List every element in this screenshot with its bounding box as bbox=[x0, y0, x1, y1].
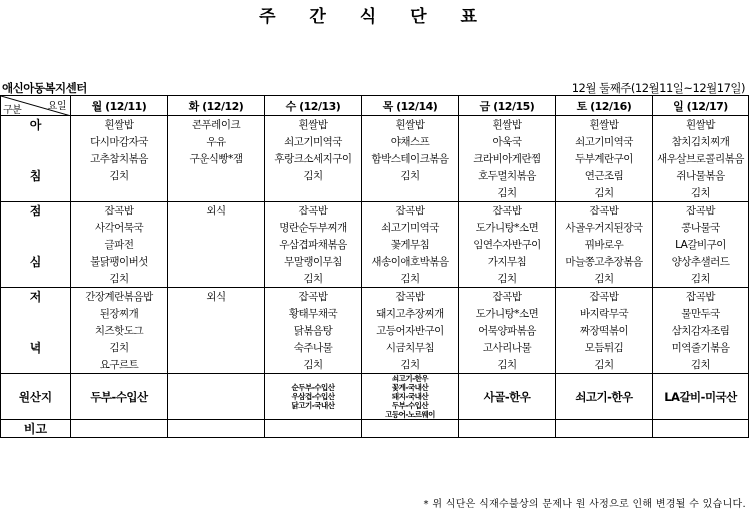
menu-item: 연근조림 bbox=[556, 167, 653, 184]
menu-item bbox=[168, 167, 265, 184]
menu-item: 황태무채국 bbox=[265, 305, 362, 322]
menu-item: 꽃게무침 bbox=[362, 236, 459, 253]
menu-item: 잡곡밥 bbox=[265, 202, 362, 220]
menu-item: 김치 bbox=[459, 184, 556, 202]
menu-item: 어묵양파볶음 bbox=[459, 322, 556, 339]
menu-item: 바지락무국 bbox=[556, 305, 653, 322]
menu-item: 사각어묵국 bbox=[71, 219, 168, 236]
meal-label-cell: 녁 bbox=[1, 339, 71, 356]
origin-cell: 두부-수입산 bbox=[71, 374, 168, 420]
menu-item: 콩나물국 bbox=[653, 219, 749, 236]
menu-item bbox=[168, 322, 265, 339]
menu-item: 도가니탕*소면 bbox=[459, 219, 556, 236]
menu-item: 물만두국 bbox=[653, 305, 749, 322]
meal-label-cell bbox=[1, 219, 71, 236]
menu-item: 잡곡밥 bbox=[265, 288, 362, 306]
day-header: 금 (12/15) bbox=[459, 96, 556, 116]
day-header: 토 (12/16) bbox=[556, 96, 653, 116]
meal-label-cell bbox=[1, 236, 71, 253]
menu-item: 고추참치볶음 bbox=[71, 150, 168, 167]
menu-item bbox=[168, 339, 265, 356]
bigo-cell bbox=[653, 420, 749, 438]
menu-item: 임연수자반구이 bbox=[459, 236, 556, 253]
menu-item: 흰쌀밥 bbox=[653, 116, 749, 134]
menu-item: 가지무침 bbox=[459, 253, 556, 270]
menu-item: 명란순두부찌개 bbox=[265, 219, 362, 236]
organization-name: 애신아동복지센터 bbox=[2, 81, 87, 95]
menu-item bbox=[168, 219, 265, 236]
menu-item: 김치 bbox=[653, 356, 749, 374]
menu-item: 흰쌀밥 bbox=[459, 116, 556, 134]
menu-row bbox=[1, 339, 749, 356]
menu-item: 흰쌀밥 bbox=[556, 116, 653, 134]
menu-item bbox=[168, 253, 265, 270]
menu-row bbox=[1, 305, 749, 322]
meal-label-cell: 저 bbox=[1, 288, 71, 306]
day-header: 목 (12/14) bbox=[362, 96, 459, 116]
meal-label-cell bbox=[1, 133, 71, 150]
menu-item: 김치 bbox=[556, 270, 653, 288]
day-header: 월 (12/11) bbox=[71, 96, 168, 116]
menu-item: 잡곡밥 bbox=[556, 202, 653, 220]
menu-item: 함박스테이크볶음 bbox=[362, 150, 459, 167]
menu-item: 불닭팽이버섯 bbox=[71, 253, 168, 270]
bigo-cell bbox=[265, 420, 362, 438]
menu-item bbox=[168, 236, 265, 253]
menu-item: 짜장떡볶이 bbox=[556, 322, 653, 339]
menu-item: 김치 bbox=[71, 167, 168, 184]
menu-row bbox=[1, 236, 749, 253]
menu-item: 크라비아게란찜 bbox=[459, 150, 556, 167]
menu-item: 고사리나물 bbox=[459, 339, 556, 356]
menu-item: 김치 bbox=[459, 356, 556, 374]
menu-item: 모듬튀김 bbox=[556, 339, 653, 356]
yoil-label: 요일 bbox=[47, 101, 66, 112]
menu-item: 김치 bbox=[362, 167, 459, 184]
menu-row bbox=[1, 150, 749, 167]
day-header: 화 (12/12) bbox=[168, 96, 265, 116]
menu-item: 콘푸레이크 bbox=[168, 116, 265, 134]
menu-item: 김치 bbox=[71, 339, 168, 356]
menu-item: 아욱국 bbox=[459, 133, 556, 150]
meal-label-cell: 점 bbox=[1, 202, 71, 220]
menu-item: 후랑크소세지구이 bbox=[265, 150, 362, 167]
bigo-cell bbox=[168, 420, 265, 438]
menu-item: 호두멸치볶음 bbox=[459, 167, 556, 184]
week-period: 12월 둘째주(12월11일~12월17일) bbox=[571, 81, 745, 95]
bigo-row bbox=[1, 420, 749, 438]
menu-item: 숙주나물 bbox=[265, 339, 362, 356]
meal-label-cell bbox=[1, 305, 71, 322]
notice-text: * 위 식단은 식재수불상의 문제나 원 사정으로 인해 변경될 수 있습니다. bbox=[423, 499, 746, 510]
origin-cell: 순두부-수입산 우삼겹-수입산 닭고기-국내산 bbox=[265, 374, 362, 420]
menu-row bbox=[1, 184, 749, 202]
menu-row bbox=[1, 116, 749, 134]
menu-item: 미역줄기볶음 bbox=[653, 339, 749, 356]
menu-item: 김치 bbox=[556, 356, 653, 374]
meal-label-cell bbox=[1, 270, 71, 288]
menu-item bbox=[168, 356, 265, 374]
menu-item: 새우살브로콜리볶음 bbox=[653, 150, 749, 167]
menu-item: 닭볶음탕 bbox=[265, 322, 362, 339]
menu-item: 삼치감자조림 bbox=[653, 322, 749, 339]
menu-item: 흰쌀밥 bbox=[362, 116, 459, 134]
day-header: 일 (12/17) bbox=[653, 96, 749, 116]
meal-label-cell: 심 bbox=[1, 253, 71, 270]
menu-item: 잡곡밥 bbox=[362, 202, 459, 220]
menu-item: 잡곡밥 bbox=[71, 202, 168, 220]
menu-item bbox=[168, 305, 265, 322]
menu-item: 김치 bbox=[556, 184, 653, 202]
menu-item: 시금치무침 bbox=[362, 339, 459, 356]
menu-item: 치즈핫도그 bbox=[71, 322, 168, 339]
menu-item: 외식 bbox=[168, 202, 265, 220]
menu-item: 쇠고기미역국 bbox=[362, 219, 459, 236]
menu-item: 쇠고기미역국 bbox=[556, 133, 653, 150]
menu-item bbox=[265, 184, 362, 202]
bigo-cell bbox=[362, 420, 459, 438]
menu-item: 돼지고추장찌개 bbox=[362, 305, 459, 322]
menu-item bbox=[71, 184, 168, 202]
menu-item: 고등어자반구이 bbox=[362, 322, 459, 339]
menu-item: 글파전 bbox=[71, 236, 168, 253]
menu-item: 외식 bbox=[168, 288, 265, 306]
menu-item: 김치 bbox=[653, 184, 749, 202]
menu-item: 흰쌀밥 bbox=[71, 116, 168, 134]
meal-label-cell: 침 bbox=[1, 167, 71, 184]
meal-label-cell bbox=[1, 356, 71, 374]
menu-item: 우유 bbox=[168, 133, 265, 150]
menu-item: 도가니탕*소면 bbox=[459, 305, 556, 322]
menu-row bbox=[1, 253, 749, 270]
menu-item: 김치 bbox=[653, 270, 749, 288]
page-title: 주 간 식 단 표 bbox=[259, 7, 491, 27]
menu-item: 구운식빵*잼 bbox=[168, 150, 265, 167]
menu-item: 된장찌개 bbox=[71, 305, 168, 322]
day-header: 수 (12/13) bbox=[265, 96, 362, 116]
header-corner-cell bbox=[1, 96, 71, 116]
bigo-cell bbox=[71, 420, 168, 438]
menu-row bbox=[1, 288, 749, 306]
menu-item: 잡곡밥 bbox=[459, 202, 556, 220]
menu-row bbox=[1, 322, 749, 339]
origin-cell: 쇠고기-한우 꽃게-국내산 돼지-국내산 두부-수입산 고등어-노르웨이 bbox=[362, 374, 459, 420]
origin-cell: 쇠고기-한우 bbox=[556, 374, 653, 420]
gubun-label: 구분 bbox=[3, 105, 22, 116]
menu-row bbox=[1, 167, 749, 184]
menu-item: LA갈비구이 bbox=[653, 236, 749, 253]
menu-item: 김치 bbox=[265, 167, 362, 184]
menu-item: 다시마감자국 bbox=[71, 133, 168, 150]
menu-item: 요구르트 bbox=[71, 356, 168, 374]
menu-item: 양상추샐러드 bbox=[653, 253, 749, 270]
origin-label: 원산지 bbox=[1, 374, 71, 420]
menu-item: 간장계란볶음밥 bbox=[71, 288, 168, 306]
menu-item: 김치 bbox=[362, 356, 459, 374]
bigo-cell bbox=[556, 420, 653, 438]
menu-item: 참치김치찌개 bbox=[653, 133, 749, 150]
menu-item: 김치 bbox=[265, 356, 362, 374]
menu-item: 김치 bbox=[71, 270, 168, 288]
menu-item: 잡곡밥 bbox=[653, 288, 749, 306]
menu-item: 마늘쫑고추장볶음 bbox=[556, 253, 653, 270]
menu-item: 흰쌀밥 bbox=[265, 116, 362, 134]
meal-label-cell bbox=[1, 184, 71, 202]
menu-item: 김치 bbox=[265, 270, 362, 288]
menu-item: 잡곡밥 bbox=[556, 288, 653, 306]
bigo-cell bbox=[459, 420, 556, 438]
meal-label-cell bbox=[1, 322, 71, 339]
menu-item: 사골우거지된장국 bbox=[556, 219, 653, 236]
origin-row bbox=[1, 374, 749, 420]
menu-row bbox=[1, 133, 749, 150]
weekly-menu-table bbox=[0, 95, 749, 438]
menu-item: 새송이애호박볶음 bbox=[362, 253, 459, 270]
origin-cell bbox=[168, 374, 265, 420]
header-row bbox=[1, 96, 749, 116]
menu-item bbox=[168, 270, 265, 288]
menu-item: 잡곡밥 bbox=[459, 288, 556, 306]
menu-item: 김치 bbox=[459, 270, 556, 288]
origin-cell: 사골-한우 bbox=[459, 374, 556, 420]
meal-label-cell: 아 bbox=[1, 116, 71, 134]
menu-item: 야채스프 bbox=[362, 133, 459, 150]
menu-item bbox=[168, 184, 265, 202]
menu-row bbox=[1, 219, 749, 236]
menu-item: 무말랭이무침 bbox=[265, 253, 362, 270]
menu-row bbox=[1, 270, 749, 288]
menu-item: 쇠고기미역국 bbox=[265, 133, 362, 150]
menu-item: 김치 bbox=[362, 270, 459, 288]
menu-item: 꿔바로우 bbox=[556, 236, 653, 253]
menu-item: 쥐나물볶음 bbox=[653, 167, 749, 184]
menu-item: 잡곡밥 bbox=[653, 202, 749, 220]
menu-item bbox=[362, 184, 459, 202]
origin-cell: LA갈비-미국산 bbox=[653, 374, 749, 420]
meal-label-cell bbox=[1, 150, 71, 167]
menu-item: 두부계란구이 bbox=[556, 150, 653, 167]
menu-row bbox=[1, 356, 749, 374]
menu-item: 우삼겹파채볶음 bbox=[265, 236, 362, 253]
bigo-label: 비고 bbox=[1, 420, 71, 438]
menu-row bbox=[1, 202, 749, 220]
menu-item: 잡곡밥 bbox=[362, 288, 459, 306]
